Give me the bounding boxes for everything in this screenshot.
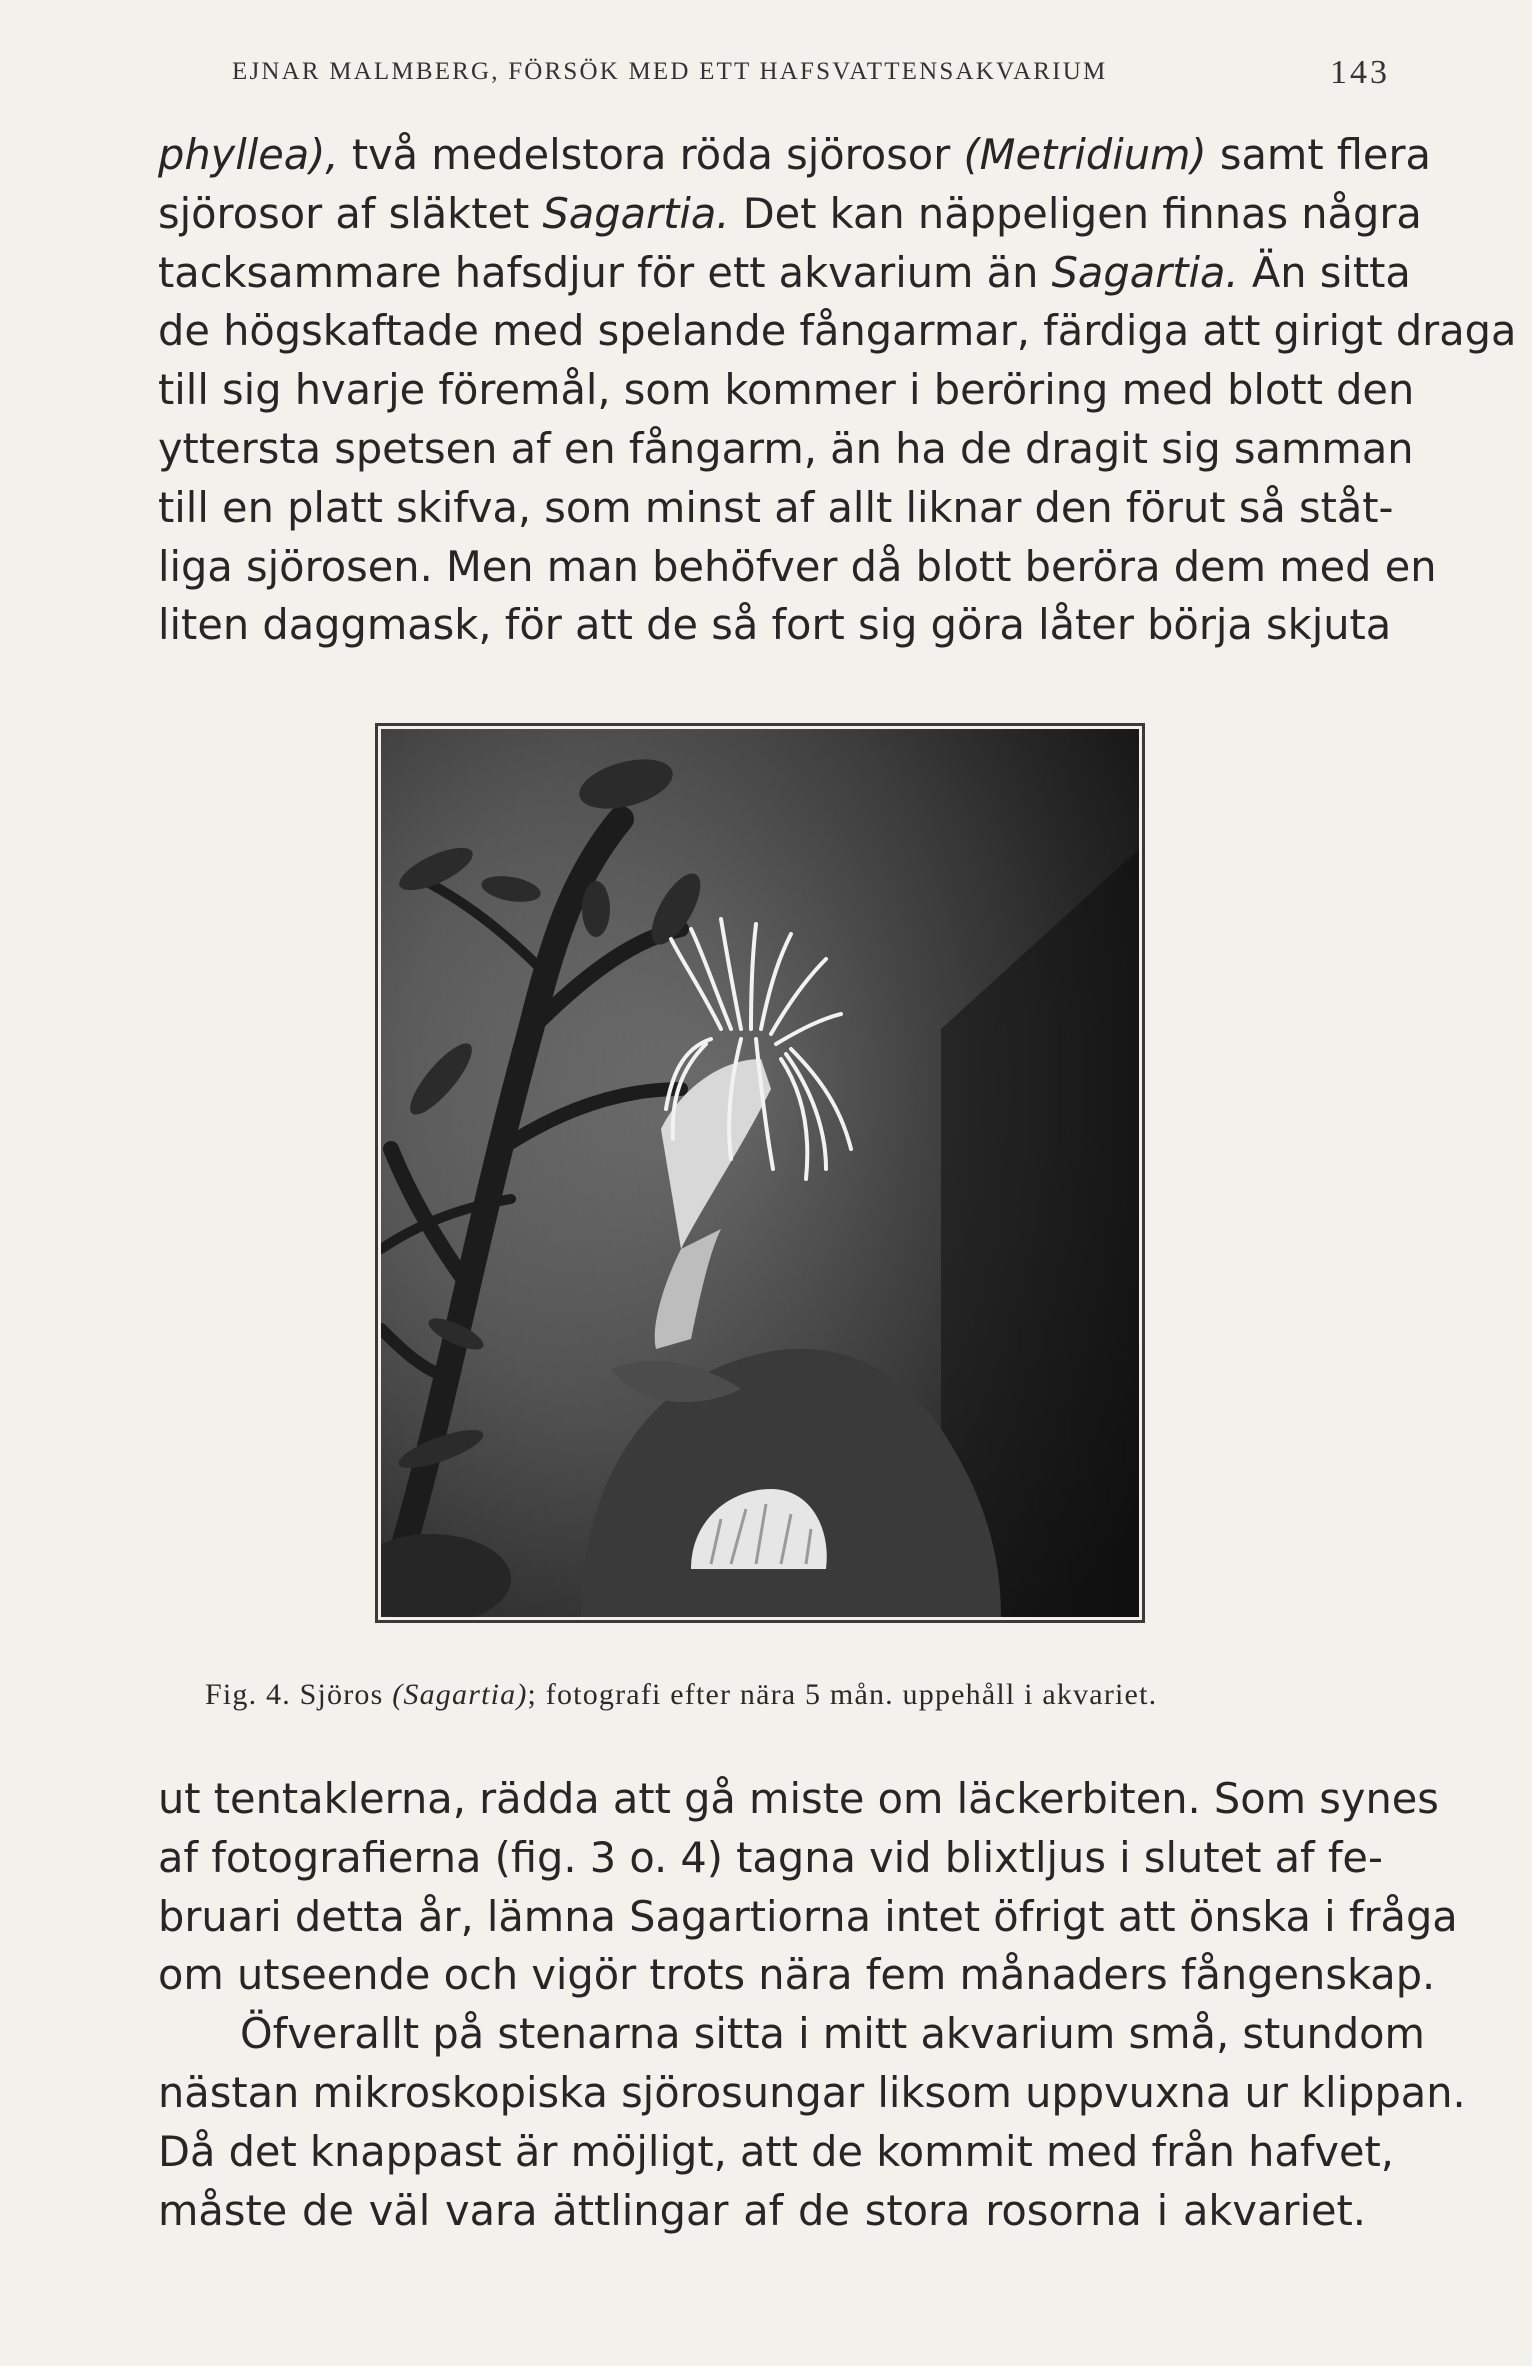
text-line: till en platt skifva, som minst af allt liknar den förut så ståt-: [158, 482, 1394, 532]
text-line: liga sjörosen. Men man behöfver då blott beröra dem med en: [158, 541, 1437, 591]
text-line: Öfverallt på stenarna sitta i mitt akvarium små, stundom: [240, 2009, 1425, 2059]
text-line: sjörosor af släktet Sagartia. Det kan näppeligen finnas några: [158, 188, 1422, 238]
text-line: bruari detta år, lämna Sagartiorna intet öfrigt att önska i fråga: [158, 1891, 1458, 1941]
text-line: liten daggmask, för att de så fort sig göra låter börja skjuta: [158, 600, 1392, 650]
text-line: af fotografierna (fig. 3 o. 4) tagna vid blixtljus i slutet af fe-: [158, 1832, 1383, 1882]
text-line: phyllea), två medelstora röda sjörosor (Metridium) samt flera: [158, 130, 1431, 179]
text-line: nästan mikroskopiska sjörosungar liksom uppvuxna ur klippan.: [158, 2067, 1466, 2117]
running-head-title: EJNAR MALMBERG, FÖRSÖK MED ETT HAFSVATTENSAKVARIUM: [232, 58, 1108, 85]
figure-caption: Fig. 4. Sjöros (Sagartia); fotografi efter nära 5 mån. uppehåll i akvariet.: [205, 1678, 1158, 1711]
text-line: tacksammare hafsdjur för ett akvarium än Sagartia. Än sitta: [158, 247, 1411, 297]
figure-label: Fig. 4.: [205, 1678, 291, 1711]
paragraph-2: [158, 1770, 1466, 2240]
text-line: ut tentaklerna, rädda att gå miste om läckerbiten. Som synes: [158, 1774, 1439, 1823]
text-line: måste de väl vara ättlingar af de stora rosorna i akvariet.: [158, 2185, 1366, 2235]
page-number: 143: [1330, 54, 1390, 91]
text-line: yttersta spetsen af en fångarm, än ha de dragit sig samman: [158, 423, 1414, 473]
figure-photo-sea-anemone: [375, 723, 1145, 1623]
text-line: om utseende och vigör trots nära fem månaders fångenskap.: [158, 1950, 1436, 2000]
text-line: de högskaftade med spelande fångarmar, färdiga att girigt draga: [158, 306, 1517, 356]
text-line: till sig hvarje föremål, som kommer i beröring med blott den: [158, 365, 1415, 415]
paragraph-1: [158, 126, 1517, 655]
sea-anemone-photo-illustration: [381, 729, 1139, 1617]
text-line: Då det knappast är möjligt, att de kommit med från hafvet,: [158, 2126, 1394, 2176]
